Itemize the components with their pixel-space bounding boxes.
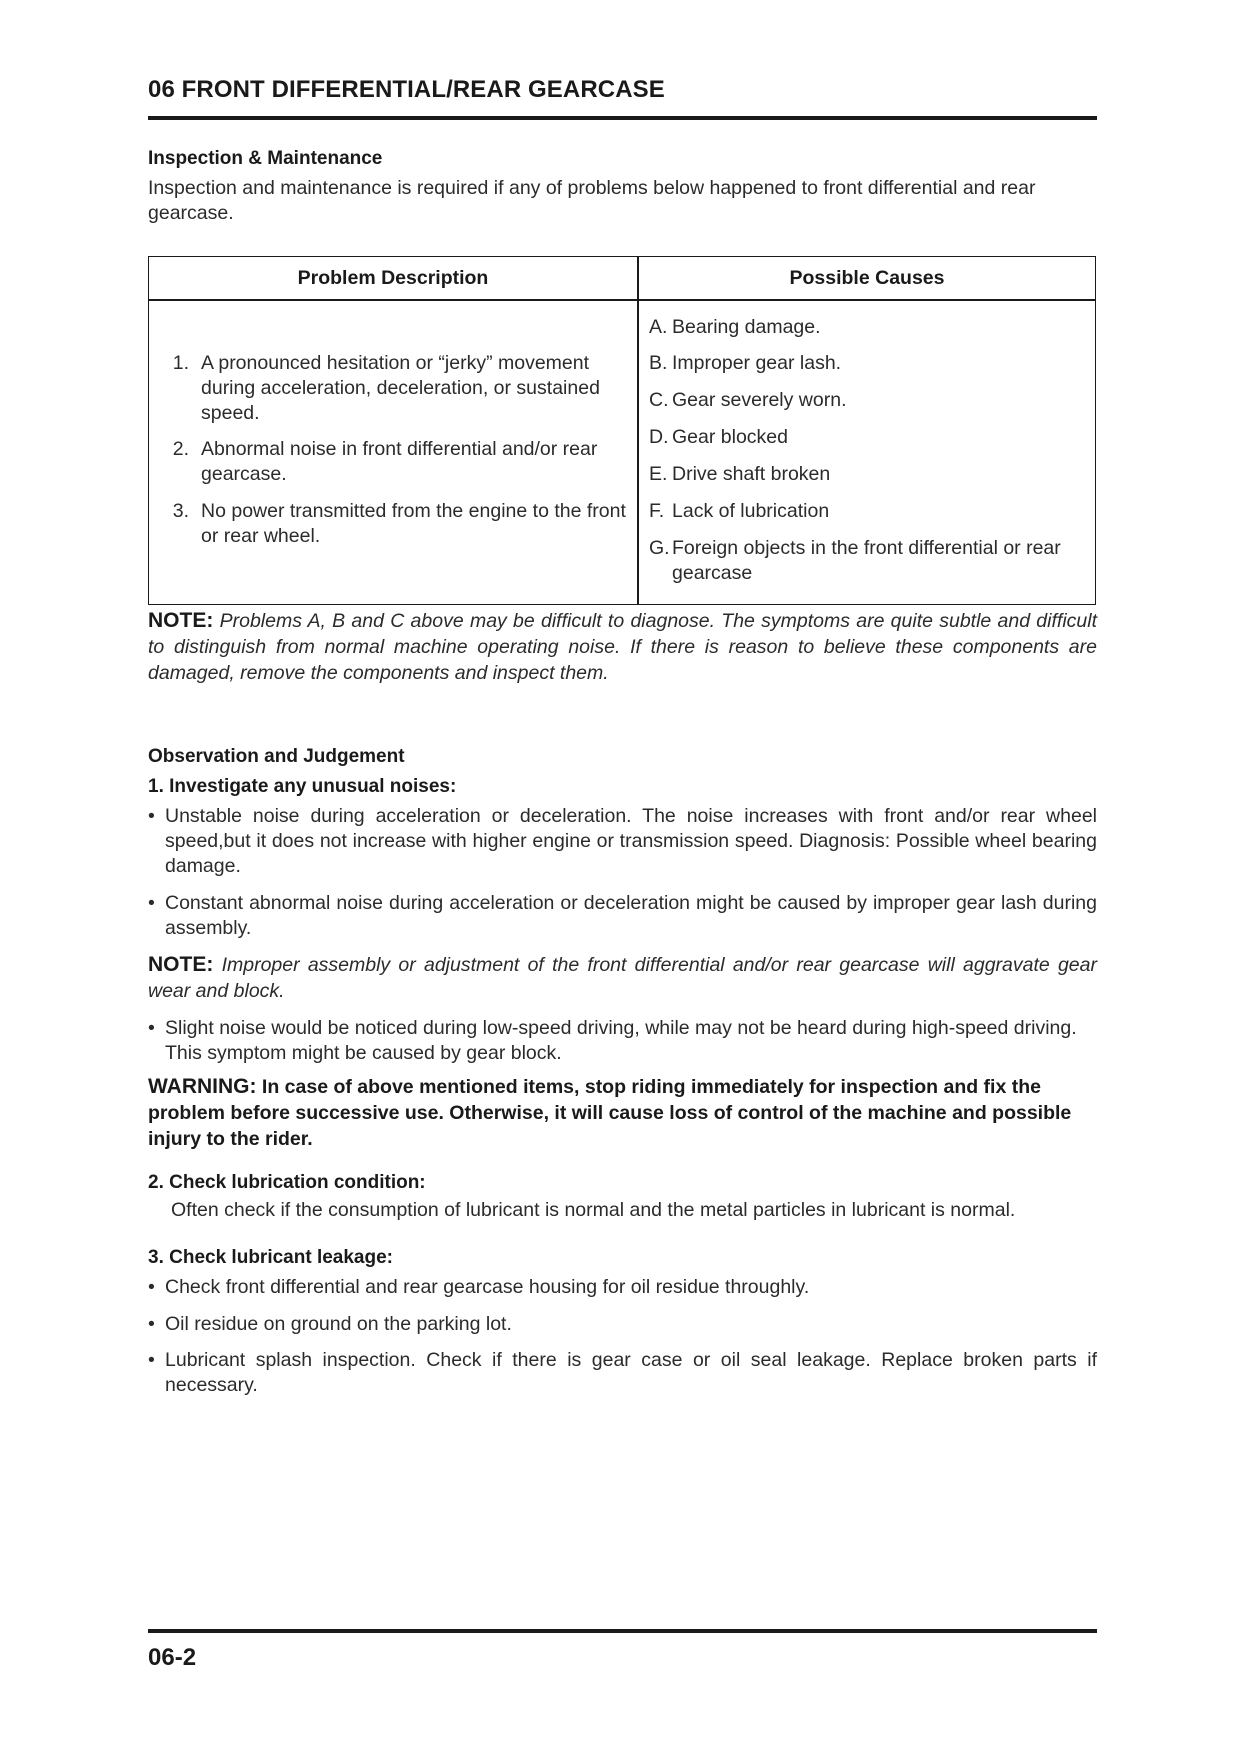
- cause-text: Bearing damage.: [672, 316, 821, 338]
- note-problems: [148, 608, 1097, 686]
- cause-letter: F.: [649, 500, 665, 522]
- cause-letter: G.: [649, 537, 670, 559]
- note-text: Improper assembly or adjustment of the front differential and/or rear gearcase will aggravate gear wear and block.: [148, 954, 1097, 1002]
- warning-label: WARNING:: [148, 1075, 257, 1098]
- cause-text: Lack of lubrication: [672, 500, 830, 522]
- cause-letter: D.: [649, 426, 669, 448]
- problem-causes-table: [148, 256, 1096, 605]
- page-title: 06 FRONT DIFFERENTIAL/REAR GEARCASE: [148, 76, 665, 103]
- cause-text: Foreign objects in the front differential or rear gearcase: [672, 537, 1061, 584]
- table-column-divider: [637, 257, 639, 604]
- list-item-text: Check front differential and rear gearcase housing for oil residue throughly.: [165, 1276, 810, 1298]
- problem-number: 2.: [172, 438, 189, 460]
- step-heading-noises: 1. Investigate any unusual noises:: [148, 776, 457, 797]
- step-heading-lubrication: 2. Check lubrication condition:: [148, 1172, 426, 1193]
- lubrication-text: Often check if the consumption of lubricant is normal and the metal particles in lubricant is normal.: [171, 1199, 1016, 1221]
- problem-number: 3.: [172, 500, 189, 522]
- note-assembly: [148, 952, 1097, 1004]
- section-heading-inspection: Inspection & Maintenance: [148, 148, 383, 169]
- footer-rule: [148, 1629, 1097, 1633]
- list-item-text: Lubricant splash inspection. Check if there is gear case or oil seal leakage. Replace broken parts if necessary.: [165, 1349, 1097, 1396]
- bullet-icon: •: [148, 1276, 155, 1298]
- intro-paragraph: Inspection and maintenance is required if any of problems below happened to front differential and rear gearcase.: [148, 177, 1036, 224]
- bullet-icon: •: [148, 1349, 155, 1371]
- bullet-icon: •: [148, 1017, 155, 1039]
- list-item-text: Constant abnormal noise during acceleration or deceleration might be caused by improper gear lash during assembly.: [165, 892, 1097, 939]
- list-item-text: Slight noise would be noticed during low-speed driving, while may not be heard during high-speed driving. This symptom might be caused by gear block.: [165, 1017, 1077, 1064]
- cause-letter: C.: [649, 389, 669, 411]
- table-header-divider: [149, 299, 1095, 301]
- cause-letter: A.: [649, 316, 668, 338]
- problem-text: A pronounced hesitation or “jerky” movement during acceleration, deceleration, or sustained speed.: [201, 352, 600, 424]
- cause-text: Gear severely worn.: [672, 389, 847, 411]
- step-heading-leakage: 3. Check lubricant leakage:: [148, 1247, 393, 1268]
- page-number: 06-2: [148, 1644, 197, 1671]
- list-item-text: Unstable noise during acceleration or deceleration. The noise increases with front and/or rear wheel speed,but it does not increase with higher engine or transmission speed. Diagnosis: Possible wheel bearing damage.: [165, 805, 1097, 877]
- list-item-text: Oil residue on ground on the parking lot.: [165, 1313, 512, 1335]
- note-label: NOTE:: [148, 609, 214, 632]
- cause-text: Drive shaft broken: [672, 463, 831, 485]
- cause-text: Improper gear lash.: [672, 352, 842, 374]
- note-text: Problems A, B and C above may be difficult to diagnose. The symptoms are quite subtle and difficult to distinguish from normal machine operating noise. If there is reason to believe these components are damaged, remove the components and inspect them.: [148, 610, 1097, 684]
- warning-text: In case of above mentioned items, stop riding immediately for inspection and fix the problem before successive use. Otherwise, it will cause loss of control of the machine and possible injury to the rider.: [148, 1076, 1072, 1150]
- bullet-icon: •: [148, 1313, 155, 1335]
- cause-text: Gear blocked: [672, 426, 788, 448]
- column-header-causes: Possible Causes: [789, 267, 945, 289]
- warning-block: [148, 1074, 1097, 1152]
- column-header-problem: Problem Description: [297, 267, 489, 289]
- problem-text: No power transmitted from the engine to the front or rear wheel.: [201, 500, 626, 547]
- section-heading-observation: Observation and Judgement: [148, 746, 405, 767]
- bullet-icon: •: [148, 805, 155, 827]
- problem-number: 1.: [172, 352, 189, 374]
- cause-letter: E.: [649, 463, 668, 485]
- problem-text: Abnormal noise in front differential and/or rear gearcase.: [201, 438, 598, 485]
- header-rule: [148, 116, 1097, 120]
- cause-letter: B.: [649, 352, 668, 374]
- note-label: NOTE:: [148, 953, 214, 976]
- bullet-icon: •: [148, 892, 155, 914]
